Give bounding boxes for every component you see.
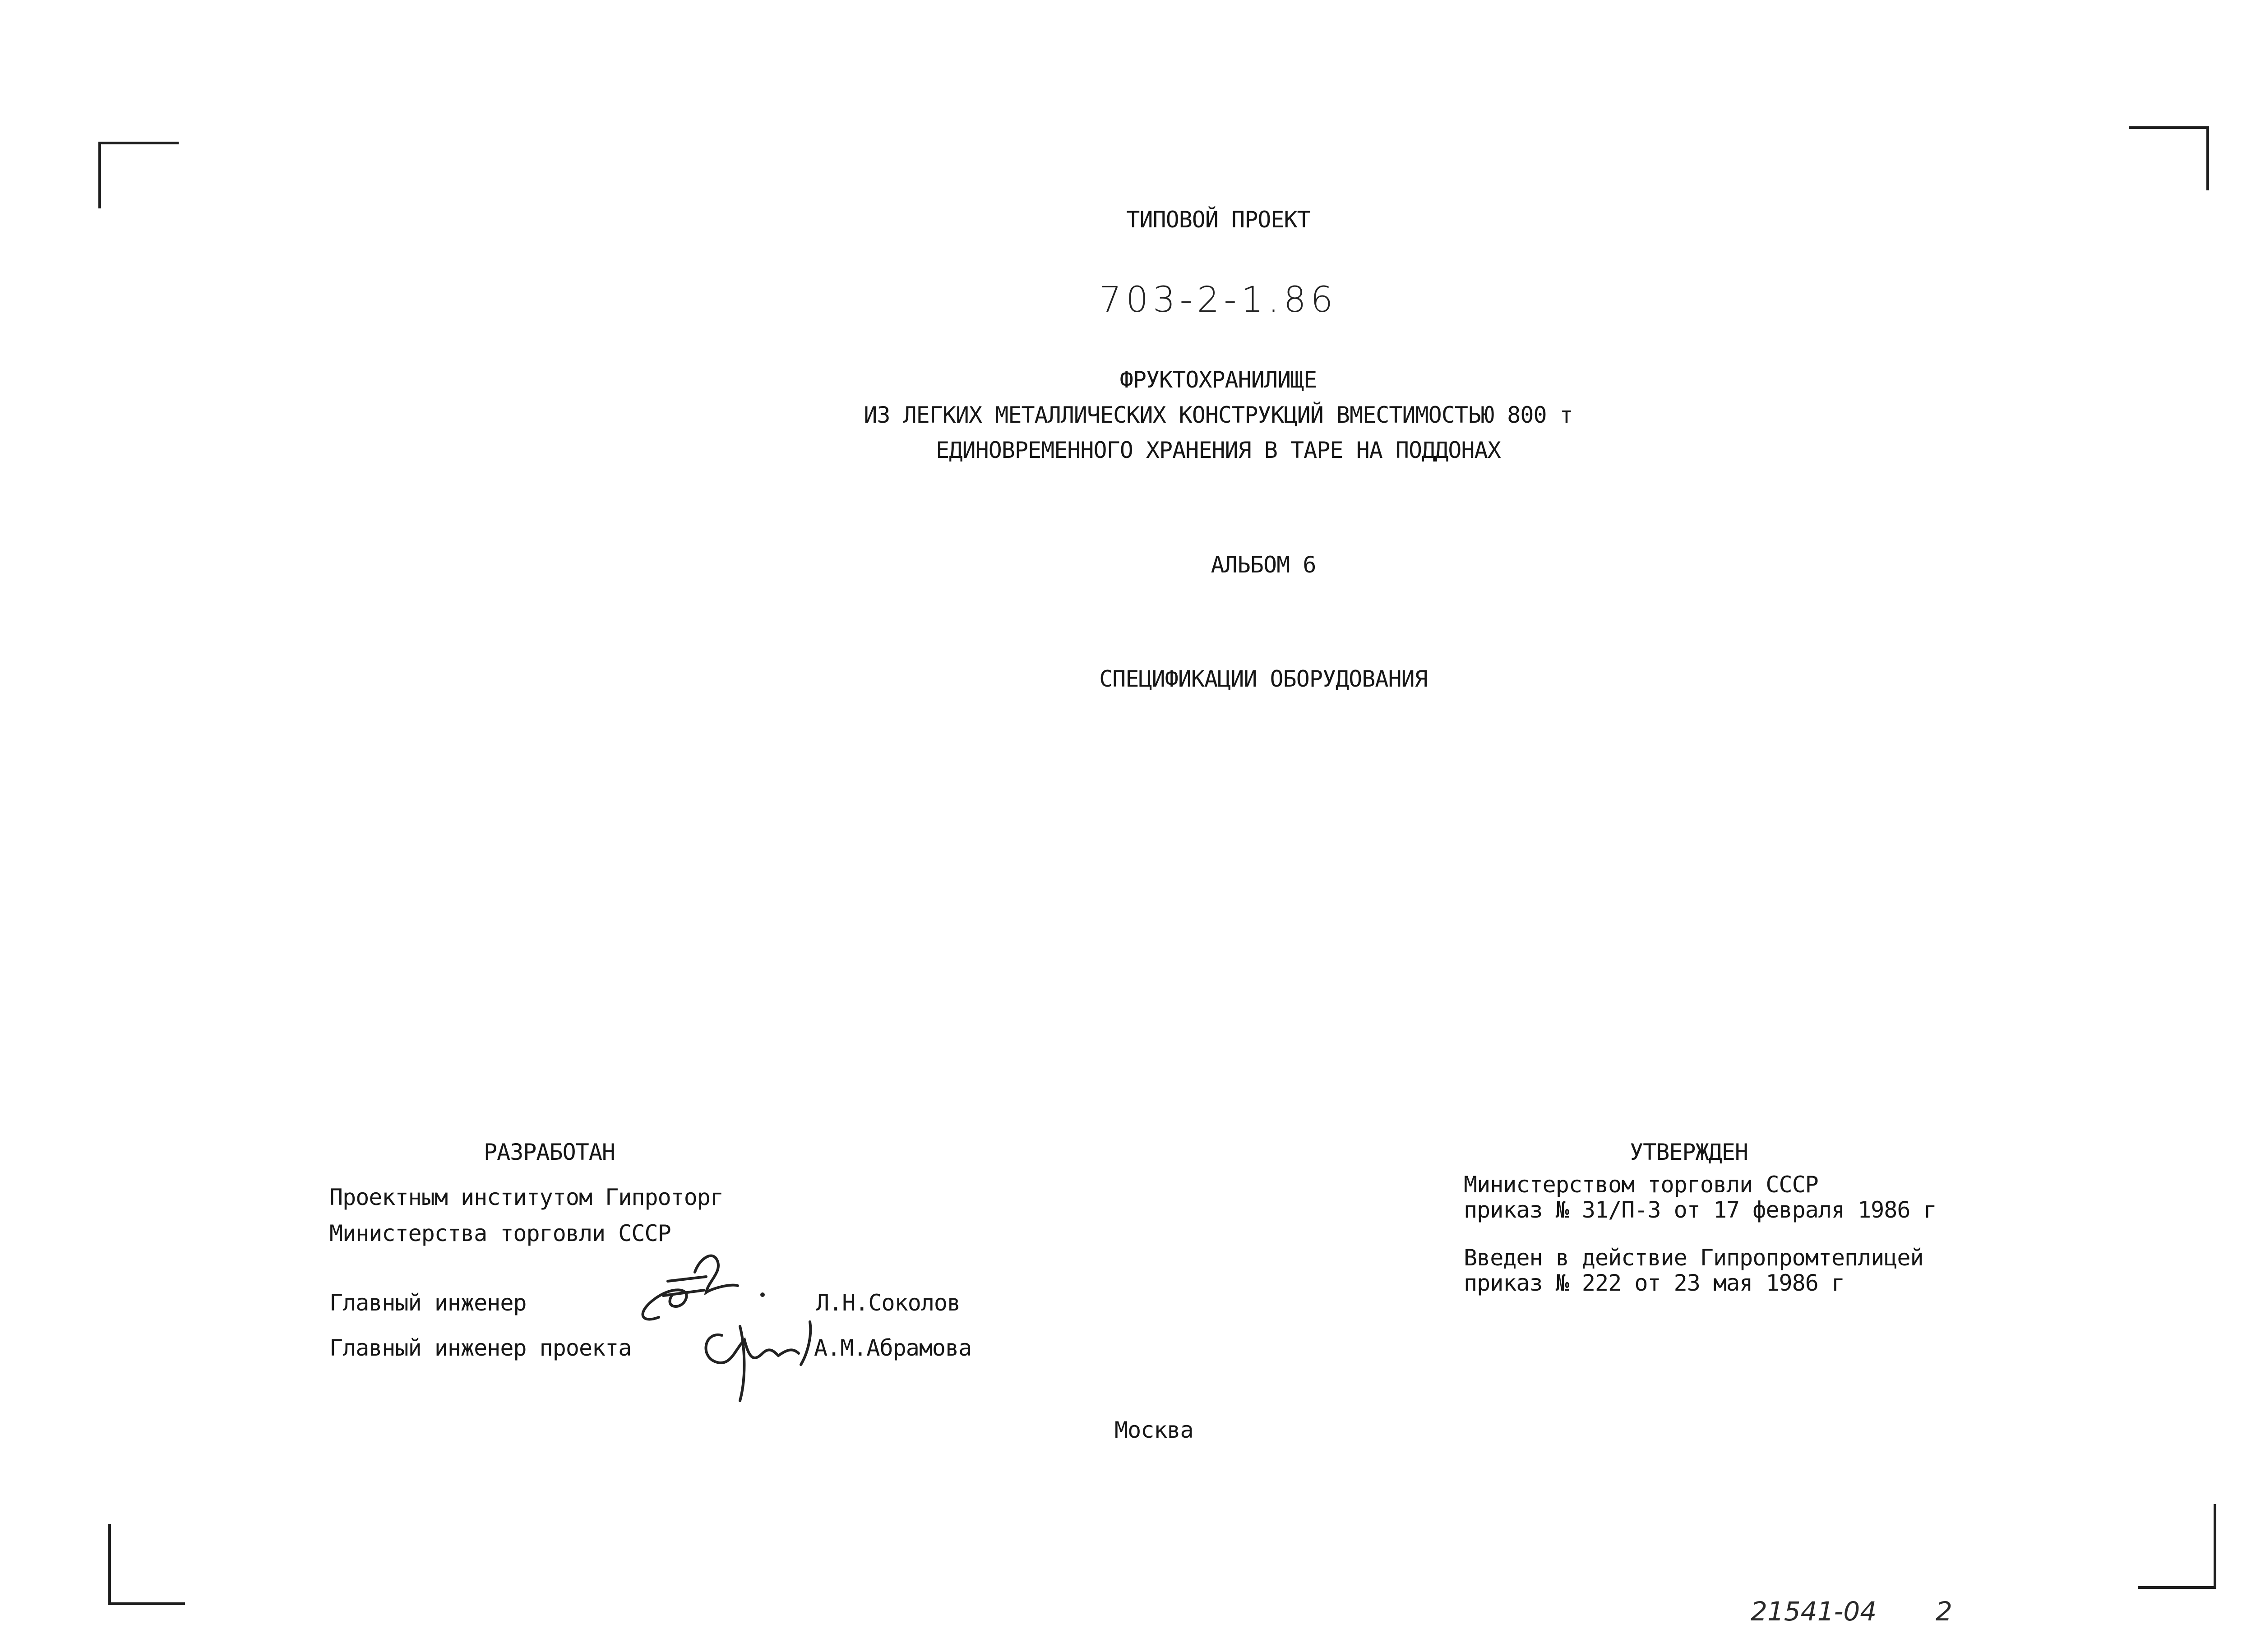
- approval-line-2: приказ № 31/П-3 от 17 февраля 1986 г: [1464, 1197, 1937, 1223]
- title-line-3: ЕДИНОВРЕМЕННОГО ХРАНЕНИЯ В ТАРЕ НА ПОДДОНАХ: [936, 437, 1501, 463]
- chief-engineer-name: Л.Н.Соколов: [816, 1290, 961, 1316]
- enactment-line-2: приказ № 222 от 23 мая 1986 г: [1464, 1270, 1845, 1296]
- sheet-number: 2: [1936, 1596, 1952, 1627]
- title-line-1: ФРУКТОХРАНИЛИЩЕ: [1119, 367, 1317, 393]
- title-line-2: ИЗ ЛЕГКИХ МЕТАЛЛИЧЕСКИХ КОНСТРУКЦИЙ ВМЕСТИМОСТЬЮ 800 т: [864, 402, 1573, 428]
- document-subject: СПЕЦИФИКАЦИИ ОБОРУДОВАНИЯ: [1099, 666, 1428, 692]
- city: Москва: [1114, 1417, 1193, 1443]
- project-number: 703-2-1.86: [1099, 280, 1338, 320]
- developed-heading: РАЗРАБОТАН: [484, 1139, 615, 1165]
- chief-engineer-role: Главный инженер: [329, 1290, 527, 1316]
- album-number: АЛЬБОМ 6: [1211, 552, 1316, 578]
- chief-project-engineer-name: А.М.Абрамова: [814, 1335, 972, 1361]
- chief-project-engineer-role: Главный инженер проекта: [329, 1335, 632, 1361]
- document-type-label: ТИПОВОЙ ПРОЕКТ: [1126, 207, 1310, 233]
- enactment-line-1: Введен в действие Гипропромтеплицей: [1464, 1245, 1923, 1271]
- developer-org-line-1: Проектным институтом Гипроторг: [329, 1184, 724, 1210]
- developer-org-line-2: Министерства торговли СССР: [329, 1220, 671, 1246]
- approved-heading: УТВЕРЖДЕН: [1630, 1139, 1748, 1165]
- approval-line-1: Министерством торговли СССР: [1464, 1172, 1818, 1198]
- inventory-number: 21541-04: [1751, 1596, 1877, 1627]
- chief-project-engineer-signature: [695, 1308, 821, 1403]
